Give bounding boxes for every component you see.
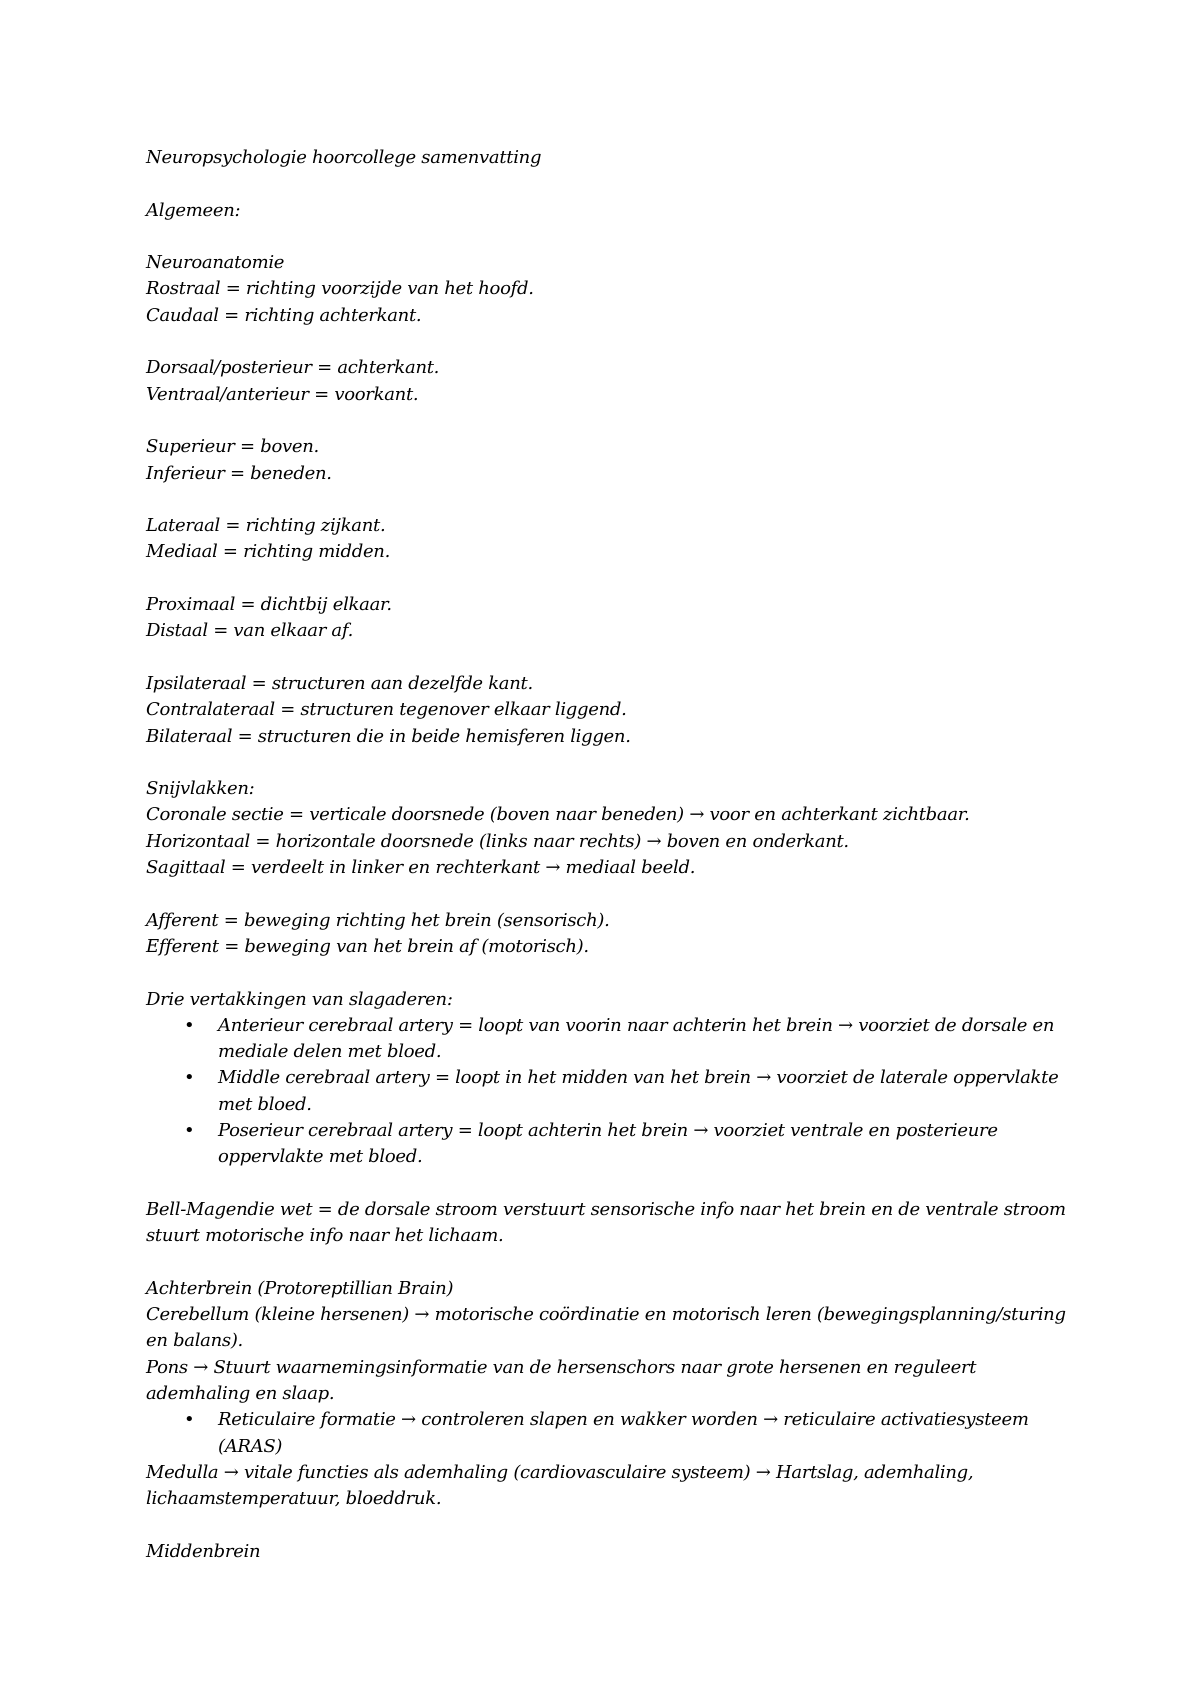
definition-ventraal: Ventraal/anterieur = voorkant.: [146, 383, 419, 405]
bullet-icon: •: [184, 1409, 195, 1431]
definition-dorsaal: Dorsaal/posterieur = achterkant.: [146, 357, 440, 379]
document-title: Neuropsychologie hoorcollege samenvatting: [146, 147, 542, 168]
definition-lateraal: Lateraal = richting zijkant.: [146, 515, 386, 537]
list-item: [146, 1065, 1076, 1118]
list-item-text: Reticulaire formatie → controleren slapen en wakker worden → reticulaire activatiesysteem (ARAS): [218, 1409, 1029, 1457]
definition-sagittaal: Sagittaal = verdeelt in linker en rechterkant → mediaal beeld.: [146, 857, 696, 879]
paragraph-cerebellum: Cerebellum (kleine hersenen) → motorische coördinatie en motorisch leren (bewegingsplanning/sturing en balans).: [146, 1304, 1066, 1352]
definition-proximaal: Proximaal = dichtbij elkaar.: [146, 594, 392, 616]
definition-distaal: Distaal = van elkaar af.: [146, 620, 353, 642]
bullet-icon: •: [184, 1119, 195, 1141]
document-page: [146, 145, 1076, 1565]
paragraph-bell-magendie: Bell-Magendie wet = de dorsale stroom verstuurt sensorische info naar het brein en de ventrale stroom stuurt motorische info naar het lichaam.: [146, 1198, 1066, 1247]
definition-afferent: Afferent = beweging richting het brein (sensorisch).: [146, 909, 610, 931]
list-item-text: Anterieur cerebraal artery = loopt van voorin naar achterin het brein → voorziet de dorsale en mediale delen met bloed.: [218, 1014, 1055, 1063]
definition-caudaal: Caudaal = richting achterkant.: [146, 304, 422, 326]
definition-coronaal: Coronale sectie = verticale doorsnede (boven naar beneden) → voor en achterkant zichtbaar.: [146, 804, 970, 826]
section-heading-midbrain: Middenbrein: [146, 1540, 261, 1562]
section-heading-planes: Snijvlakken:: [146, 778, 255, 800]
bullet-icon: •: [184, 1067, 195, 1089]
definition-mediaal: Mediaal = richting midden.: [146, 541, 391, 563]
definition-inferieur: Inferieur = beneden.: [146, 462, 332, 484]
section-heading-neuroanatomy: Neuroanatomie: [146, 252, 285, 274]
list-item: [146, 1013, 1076, 1066]
list-item: [146, 1118, 1076, 1171]
paragraph-medulla: Medulla → vitale functies als ademhaling (cardiovasculaire systeem) → Hartslag, ademhaling, lichaamstemperatuur, bloeddruk.: [146, 1461, 974, 1510]
list-item-text: Middle cerebraal artery = loopt in het midden van het brein → voorziet de laterale oppervlakte met bloed.: [218, 1067, 1059, 1115]
definition-bilateraal: Bilateraal = structuren die in beide hemisferen liggen.: [146, 725, 631, 747]
definition-rostraal: Rostraal = richting voorzijde van het hoofd.: [146, 278, 534, 300]
definition-ipsilateraal: Ipsilateraal = structuren aan dezelfde kant.: [146, 672, 533, 694]
list-item: [146, 1407, 1076, 1460]
definition-superieur: Superieur = boven.: [146, 436, 319, 458]
section-heading-hindbrain: Achterbrein (Protoreptillian Brain): [146, 1277, 454, 1299]
bullet-icon: •: [184, 1014, 195, 1036]
section-heading-general: Algemeen:: [146, 199, 241, 221]
definition-efferent: Efferent = beweging van het brein af (motorisch).: [146, 935, 589, 957]
section-heading-arteries: Drie vertakkingen van slagaderen:: [146, 988, 453, 1010]
definition-contralateraal: Contralateraal = structuren tegenover elkaar liggend.: [146, 699, 627, 721]
definition-horizontaal: Horizontaal = horizontale doorsnede (links naar rechts) → boven en onderkant.: [146, 830, 849, 852]
paragraph-pons: Pons → Stuurt waarnemingsinformatie van de hersenschors naar grote hersenen en reguleert ademhaling en slaap.: [146, 1356, 977, 1404]
list-item-text: Poserieur cerebraal artery = loopt achterin het brein → voorziet ventrale en posterieure oppervlakte met bloed.: [218, 1119, 998, 1168]
